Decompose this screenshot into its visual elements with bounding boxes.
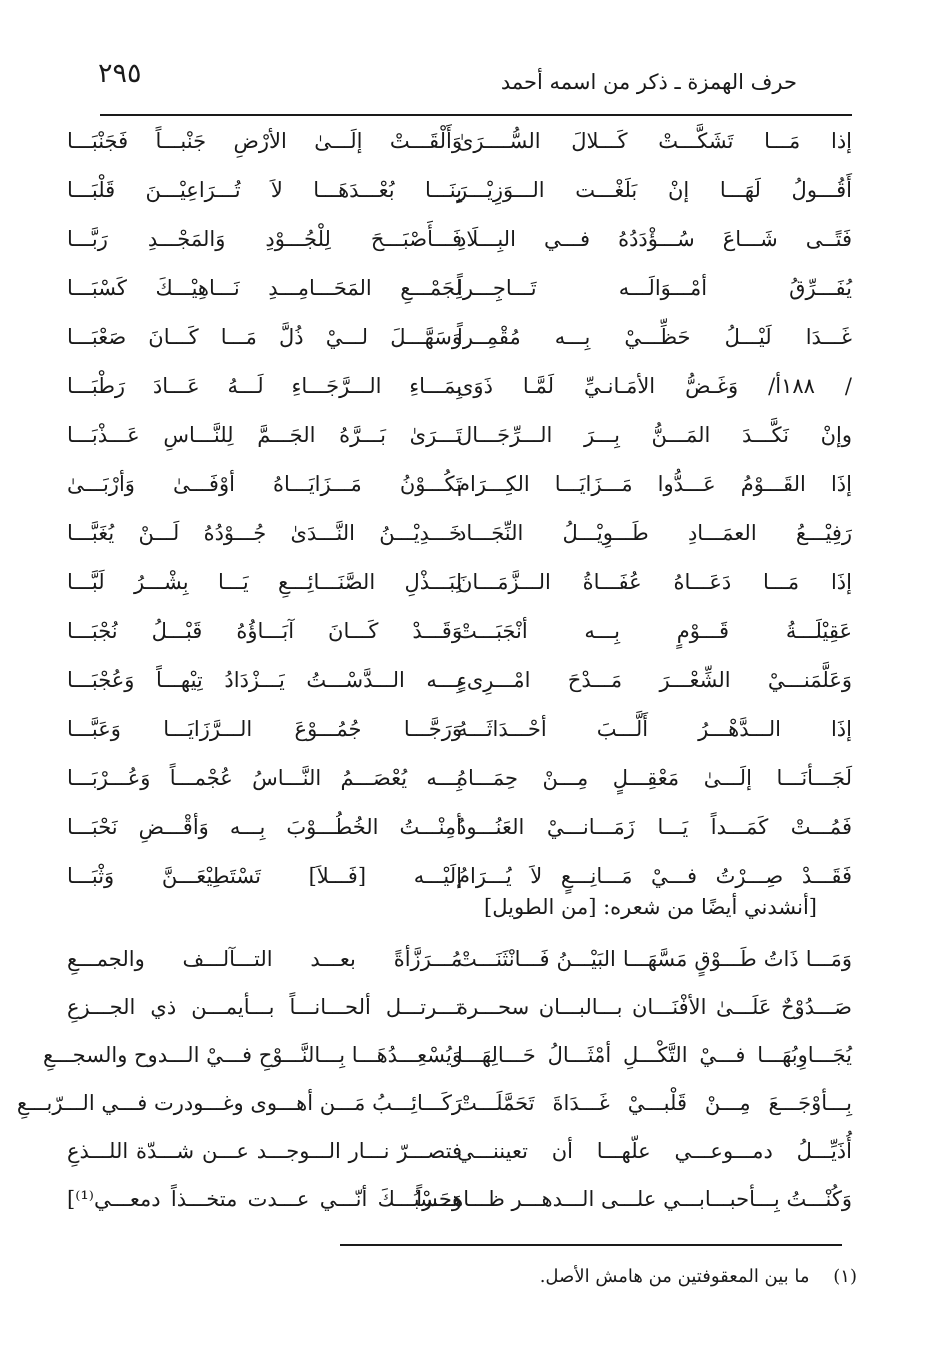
- footnote: [540, 1266, 857, 1287]
- verse-line: فَتًــى شَـــاعَ سُـــؤْدَدُهُ فـــي البِـــلَادِ: [457, 227, 852, 251]
- verse-line: يُجَـــاوِبُهَـــا فـــيْ التَّكْـــلِ أمْثَـــالُ حَـــالِهَـــا: [457, 1043, 852, 1067]
- verse-line: يُفَـــرِّقُ أمْـــوَالَـــه تَـــاجِـــراً: [457, 276, 852, 300]
- verse-line: وَقَـــدْ كَـــانَ آبَـــاؤُهُ قَبْـــلُ نُجْبَـــا: [67, 619, 462, 643]
- verse-line: إلَيْـــه [فَـــلاَ] تَسْتَطِيْعَـــنَّ وَثْبَـــا: [67, 864, 462, 888]
- verse-line: وَمَـــا ذَاتُ طَـــوْقٍ مَسَّهَـــا البَيْـــنُ فَـــانْثَنَـــتْ: [457, 947, 852, 971]
- verse-line: إذَا الـــدَّهْـــرُ أَلَّـــبَ أحْـــدَاثَـــهُ: [457, 717, 852, 741]
- verse-line: رَكَـــائِـــبُ مَـــن أهـــوى وغـــودرت فـــي الـــرّبـــعِ: [16, 1091, 462, 1115]
- verse-line: بِـــأوْجَـــعَ مِـــنْ قَلْبـــيْ غَـــدَاةَ تَحَمَّلَـــتْ: [457, 1091, 852, 1115]
- poem1-left-hemistichs: [67, 126, 462, 910]
- verse-line: وَرَجَّـــا جُمُـــوْعَ الـــرَّزَايَـــا وَعَبَّـــا: [67, 717, 462, 741]
- verse-line: فتصـــرّ نـــار الـــوجـــد عـــن شـــدّة اللـــذعِ: [67, 1139, 462, 1163]
- verse-line: فَـــأَصْبَـــحَ لِلْجُـــوْدِ وَالمَجْـــدِ رَبَّـــا: [67, 227, 462, 251]
- header-rule: [100, 114, 852, 116]
- verse-line: وَحَسْبُـــكَ أنّـــي عـــدت متخـــذاً دمعـــي⁽¹⁾]: [67, 1187, 462, 1211]
- verse-line: بِمَـــاءِ الـــرَّجَـــاءِ لَـــهُ عَـــادَ رَطْبَـــا: [67, 374, 462, 398]
- poem2-right-hemistichs: [416, 944, 852, 1232]
- verse-line: إذا مَـــا تَشَكَّـــتْ كَـــلالَ السُّــــرَىٰ: [457, 129, 852, 153]
- poem2-intro: [أنشدني أيضًا من شعره: [من الطويل]: [484, 895, 817, 919]
- verse-line: فَقَـــدْ صِـــرْتُ فـــيْ مَـــانِـــعٍ لاَ يُـــرَامُ: [457, 864, 852, 888]
- verse-line: لَجَـــأنَـــا إلَـــىٰ مَعْقِـــلٍ مِـــنْ حِمَـــاهُ: [457, 766, 852, 790]
- verse-line: لِجَمْـــعِ المَحَـــامِـــدِ نَـــاهِيْـــكَ كَسْبَـــا: [67, 276, 462, 300]
- verse-line: لِبَـــذْلِ الصَّنَـــائِـــعِ يَـــا بِشْـــرُ لَبَّـــا: [67, 570, 462, 594]
- verse-line: بِـــه يُعْصَـــمُ النَّـــاسُ عُجْمـــاً وَعُـــرْبَـــا: [67, 766, 462, 790]
- verse-line: وَأَلْقَـــتْ إلَـــىٰ الأرْضِ جَنْبـــاً فَجَنْبَـــا: [67, 129, 462, 153]
- poem1-right-hemistichs: [457, 126, 852, 910]
- verse-line: أَقُـــولُ لَهَـــا إنْ بَلَغْـــت الـــوَزِيْـــرَ: [457, 178, 852, 202]
- verse-line: تَكُـــوْنُ مَـــزَايَـــاهُ أوْفَـــىٰ وَأرْبَـــىٰ: [67, 472, 462, 496]
- verse-line: فَمُـــتْ كَمَـــداً يَـــا زَمَـــانـــيْ العَنُـــودُ: [457, 815, 852, 839]
- verse-line: إذَا القَـــوْمُ عَـــدُّوا مَـــزَايَـــا الكِـــرَام: [457, 472, 852, 496]
- verse-line: وَعَلَّمَنـــيْ الشِّعْـــرَ مَـــدْحَ امْـــرِىءٍ: [457, 668, 852, 692]
- verse-line: / ١٨٨أ/ وَغَـضُّ الأمَـانـيِّ لَمَّـا ذَوَى: [457, 374, 852, 398]
- footnote-number: (١): [833, 1266, 857, 1287]
- verse-line: بِـــه الـــدَّسْـــتُ يَـــزْدَادُ تِيْهـــاً وَعُجْبَـــا: [67, 668, 462, 692]
- verse-line: وَيُسْعِـــدُهَـــا بِـــالنَّـــوْحِ فـــيْ الـــدوح والسجـــعِ: [43, 1043, 462, 1067]
- verse-line: عَقِيْلَـــةُ قَـــوْمٍ بِـــه أنْجَبَـــتْ: [457, 619, 852, 643]
- verse-line: وإنْ نَكَّـــدَ المَـــنُّ بِـــرَ الـــرِّجَـــال: [457, 423, 852, 447]
- running-title: حرف الهمزة ـ ذكر من اسمه أحمد: [500, 70, 797, 94]
- page-number: ٢٩٥: [98, 58, 142, 89]
- verse-line: تَـــرَىٰ بَـــرَّهُ الجَـــمَّ لِلنَّـــاسِ عَـــذْبَـــا: [67, 423, 462, 447]
- verse-line: تـــرتـــل ألحـــانـــاً بـــأيمـــن ذي الجـــزعِ: [67, 995, 462, 1019]
- footnote-rule: [340, 1244, 842, 1246]
- verse-line: وَسَهَّـــلَ لـــيْ ذُلَّ مَـــا كَـــانَ صَعْبَـــا: [67, 325, 462, 349]
- verse-line: مُـــرَزَّأةً بعـــد التـــآلـــف والجمـــعِ: [67, 947, 462, 971]
- verse-line: أُذَيِّـــلُ دمـــوعـــي علّهـــا أن تعيننـــي: [457, 1139, 852, 1163]
- verse-line: وَكُنْـــتُ بِـــأحبـــابـــي علـــى الـــدهـــر ظـــاهـــراً: [416, 1187, 852, 1211]
- verse-line: صَـــدُوْحٌ عَلَـــىٰ الأفْنَـــان بـــالبـــان سحـــرة: [457, 995, 852, 1019]
- verse-line: بِنَـــا بُعْـــدَهَـــا لاَ تُـــرَاعِيْـــنَ قَلْبَـــا: [67, 178, 462, 202]
- verse-line: خَـــدِيْـــنُ النَّـــدَىٰ جُـــوْدُهُ لَـــنْ يُغَبَّـــا: [67, 521, 462, 545]
- verse-line: إذَا مَـــا دَعَـــاهُ عُفَـــاةُ الـــزَّمَـــانَ: [457, 570, 852, 594]
- verse-line: غَـــدَا لَيْـــلُ حَظِّـــيْ بِـــه مُقْمِــراً: [457, 325, 852, 349]
- verse-line: رَفِيْـــعُ العمَـــادِ طَـــوِيْـــلُ النِّجَـــاد: [457, 521, 852, 545]
- poem2-left-hemistichs: [16, 944, 462, 1232]
- verse-line: أمِنْـــتُ الخُطُـــوْبَ بِـــه وَأقْـــضِ نَحْبَـــا: [67, 815, 462, 839]
- footnote-text: ما بين المعقوفتين من هامش الأصل.: [539, 1266, 810, 1287]
